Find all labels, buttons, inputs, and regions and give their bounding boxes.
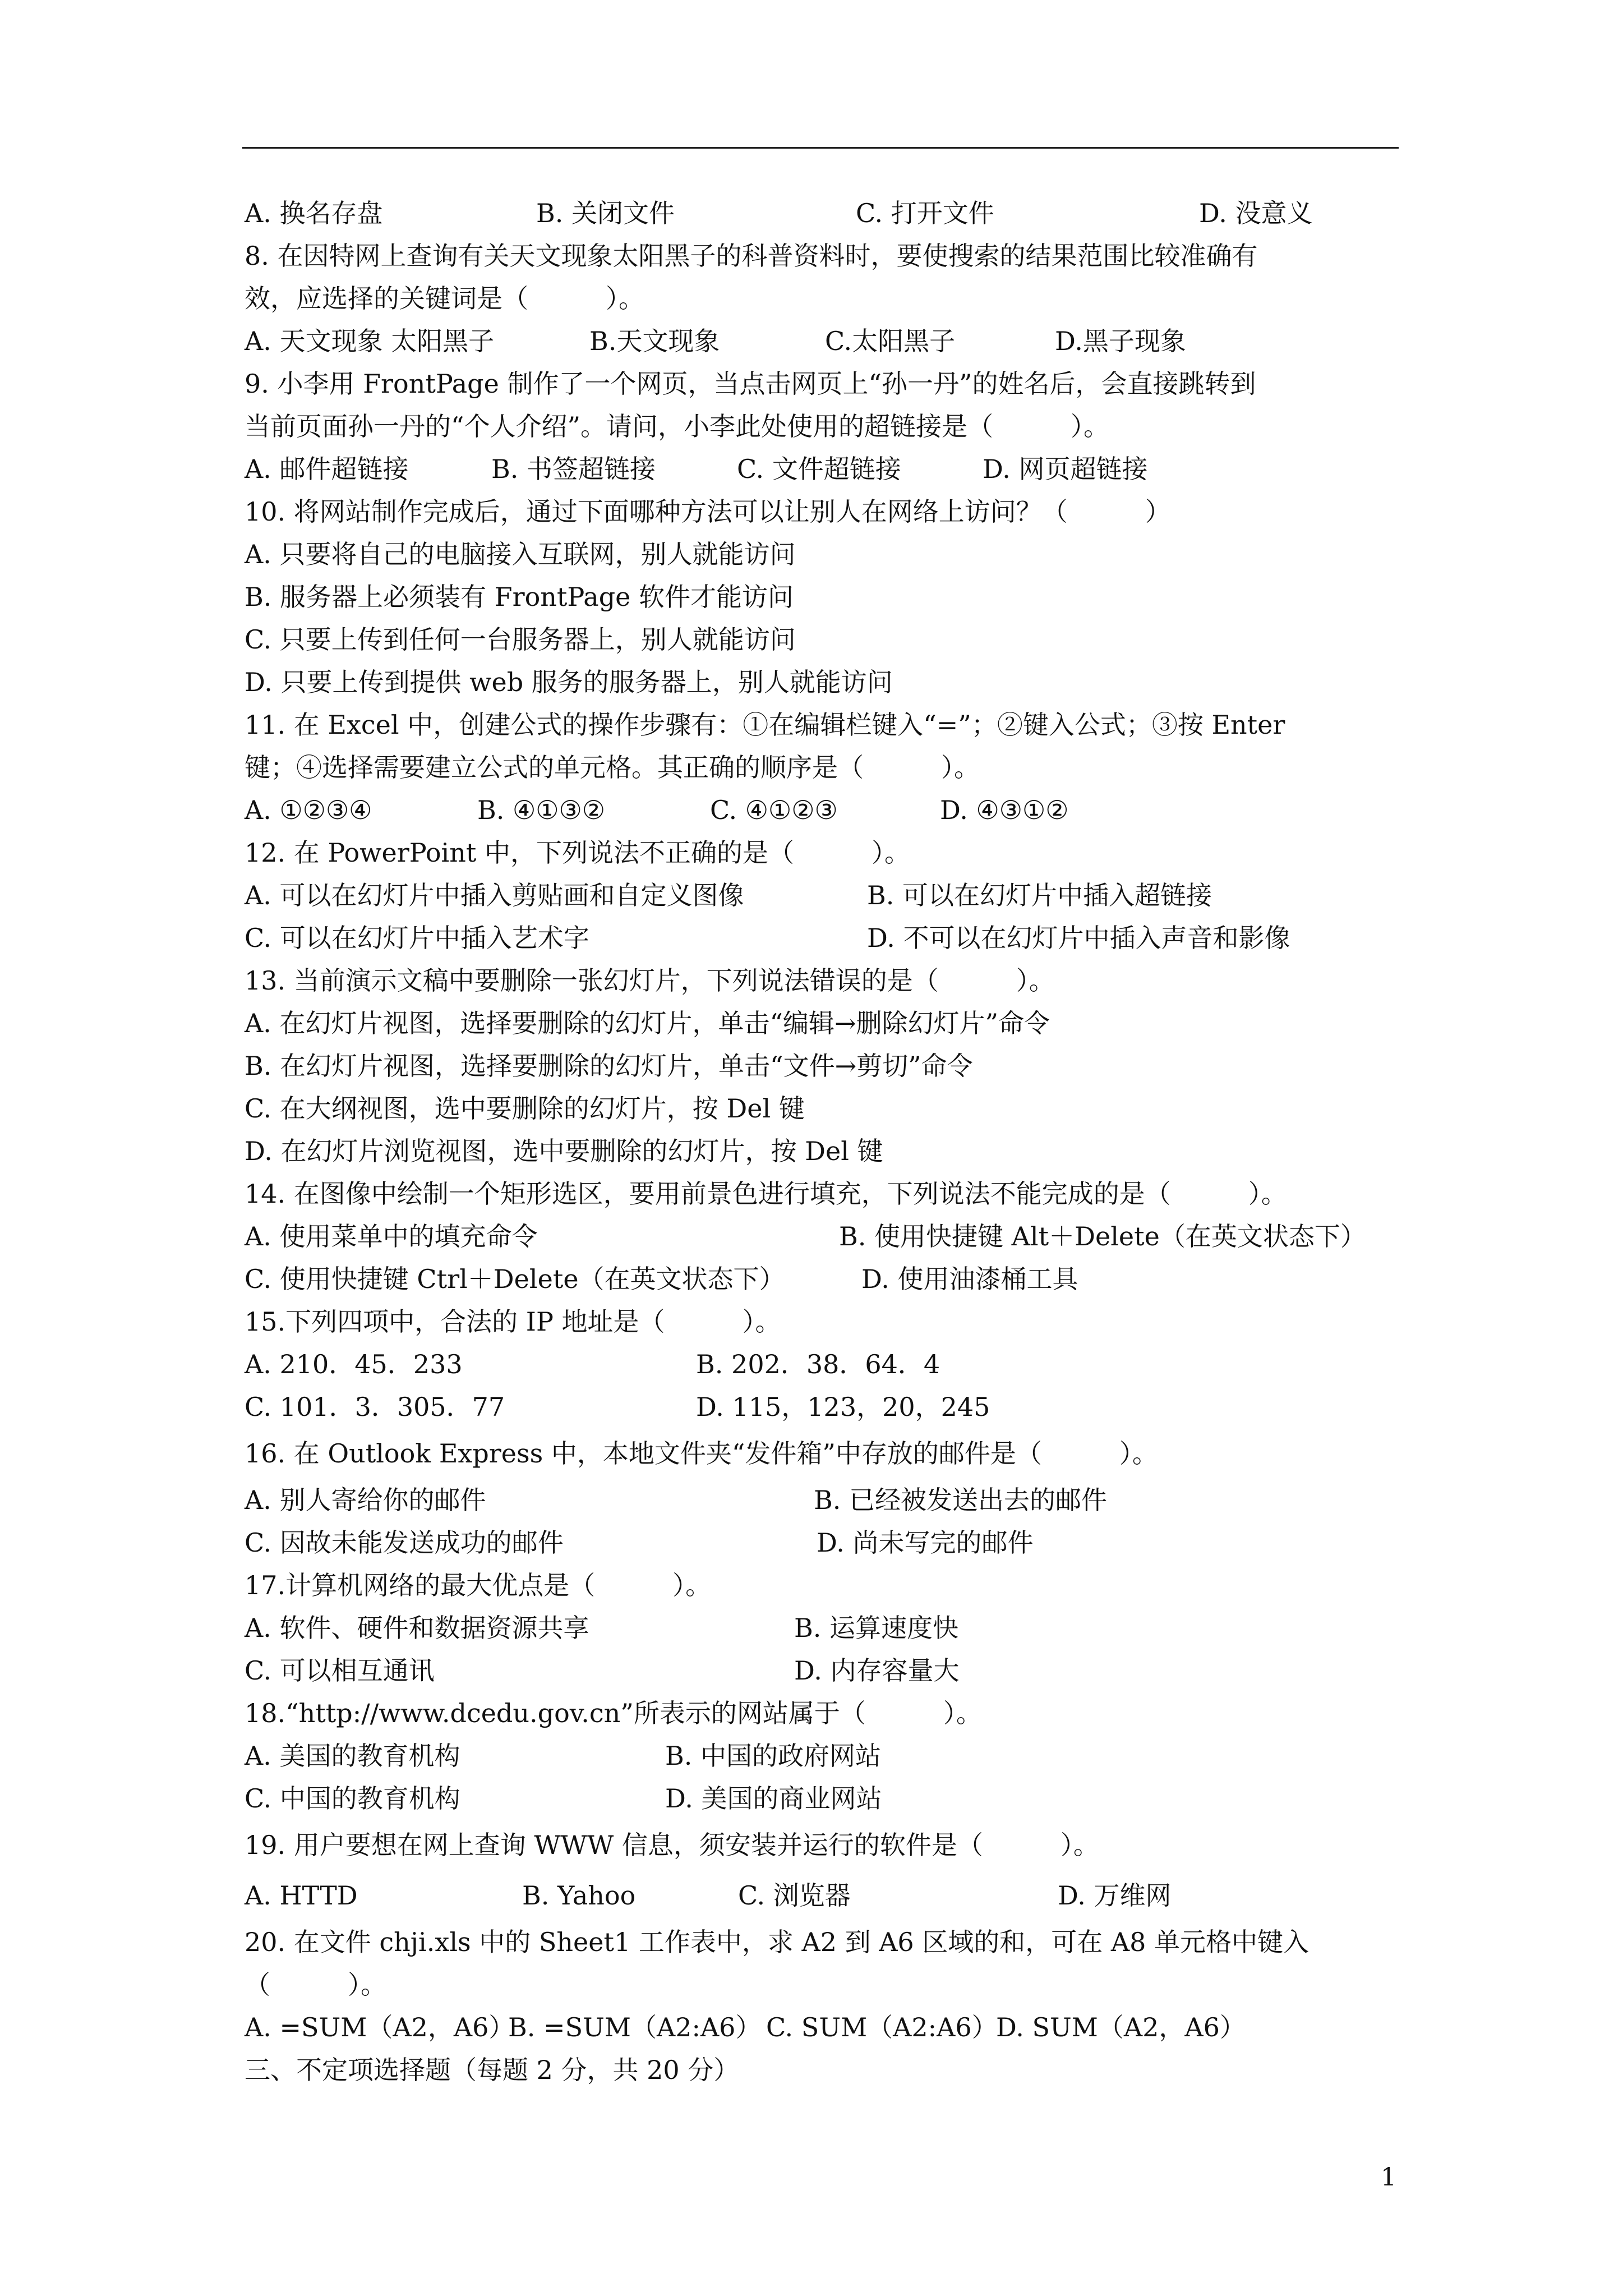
- q9-stem-line-1: 9. 小李用 FrontPage 制作了一个网页，当点击网页上“孙一丹”的姓名后，会直接跳转到: [245, 369, 1256, 399]
- q11-stem-line-1: 11. 在 Excel 中，创建公式的操作步骤有：①在编辑栏键入“=”；②键入公式；③按 Enter: [245, 710, 1285, 740]
- q14-options-row-1: [245, 1215, 1428, 1258]
- q12-options-row-2: [245, 917, 1428, 959]
- q7-option-b: B. 关闭文件: [536, 198, 675, 228]
- q17-options-row-2: [245, 1649, 1428, 1692]
- q18-option-b: B. 中国的政府网站: [665, 1741, 882, 1771]
- q14-option-d: D. 使用油漆桶工具: [861, 1264, 1078, 1294]
- q9-options: [245, 448, 1428, 490]
- q15-option-d: D. 115，123，20，245: [696, 1392, 990, 1422]
- q7-option-a: A. 换名存盘: [245, 198, 383, 228]
- q8-option-d: D.黑子现象: [1055, 326, 1186, 356]
- q10-stem: 10. 将网站制作完成后，通过下面哪种方法可以让别人在网络上访问？（ ）: [245, 496, 1171, 527]
- q9-option-c: C. 文件超链接: [737, 454, 901, 484]
- q10-option-c: C. 只要上传到任何一台服务器上，别人就能访问: [245, 624, 796, 655]
- q9-option-b: B. 书签超链接: [491, 454, 656, 484]
- q12-option-c: C. 可以在幻灯片中插入艺术字: [245, 923, 589, 953]
- q16-stem: 16. 在 Outlook Express 中，本地文件夹“发件箱”中存放的邮件是（ ）。: [245, 1438, 1158, 1469]
- q20-option-b: B. =SUM（A2:A6）: [508, 2012, 762, 2042]
- q9-option-a: A. 邮件超链接: [245, 454, 409, 484]
- q20-stem-line-1: 20. 在文件 chji.xls 中的 Sheet1 工作表中，求 A2 到 A6 区域的和，可在 A8 单元格中键入: [245, 1927, 1310, 1957]
- q15-option-c: C. 101．3．305．77: [245, 1392, 505, 1422]
- q16-option-c: C. 因故未能发送成功的邮件: [245, 1527, 564, 1558]
- q14-option-c: C. 使用快捷键 Ctrl＋Delete（在英文状态下）: [245, 1264, 785, 1294]
- q12-stem: 12. 在 PowerPoint 中，下列说法不正确的是（ ）。: [245, 838, 910, 868]
- q7-option-d: D. 没意义: [1199, 198, 1313, 228]
- q14-option-a: A. 使用菜单中的填充命令: [245, 1221, 538, 1251]
- section-3-title: 三、不定项选择题（每题 2 分，共 20 分）: [245, 2055, 740, 2085]
- q20-options: [245, 2006, 1428, 2049]
- q7-option-c: C. 打开文件: [856, 198, 994, 228]
- q11-stem-line-2: 键；④选择需要建立公式的单元格。其正确的顺序是（ ）。: [245, 752, 980, 783]
- q19-stem: 19. 用户要想在网上查询 WWW 信息，须安装并运行的软件是（ ）。: [245, 1830, 1099, 1860]
- q13-option-d: D. 在幻灯片浏览视图，选中要删除的幻灯片，按 Del 键: [245, 1136, 883, 1166]
- q8-stem-line-1: 8. 在因特网上查询有关天文现象太阳黑子的科普资料时，要使搜索的结果范围比较准确有: [245, 241, 1258, 271]
- q12-options-row-1: [245, 874, 1428, 917]
- q18-option-c: C. 中国的教育机构: [245, 1783, 460, 1814]
- q8-stem-line-2: 效，应选择的关键词是（ ）。: [245, 283, 644, 314]
- q8-option-b: B.天文现象: [589, 326, 720, 356]
- exam-content: [245, 192, 1428, 2091]
- q15-option-a: A. 210．45．233: [245, 1349, 463, 1379]
- q16-options-row-2: [245, 1521, 1428, 1564]
- q10-option-b: B. 服务器上必须装有 FrontPage 软件才能访问: [245, 582, 794, 612]
- q19-option-b: B. Yahoo: [522, 1880, 636, 1911]
- q13-option-c: C. 在大纲视图，选中要删除的幻灯片，按 Del 键: [245, 1093, 805, 1124]
- q15-options-row-1: [245, 1343, 1428, 1386]
- q16-option-b: B. 已经被发送出去的邮件: [814, 1485, 1108, 1515]
- q18-options-row-1: [245, 1734, 1428, 1777]
- q11-option-c: C. ④①②③: [710, 795, 838, 825]
- q20-option-a: A. =SUM（A2，A6）: [245, 2012, 515, 2042]
- q15-options-row-2: [245, 1386, 1428, 1428]
- q12-option-b: B. 可以在幻灯片中插入超链接: [867, 880, 1212, 910]
- q8-option-a: A. 天文现象 太阳黑子: [245, 326, 495, 356]
- q16-option-d: D. 尚未写完的邮件: [817, 1527, 1034, 1558]
- q17-option-b: B. 运算速度快: [794, 1613, 959, 1643]
- q15-option-b: B. 202．38．64．4: [696, 1349, 940, 1379]
- q17-option-a: A. 软件、硬件和数据资源共享: [245, 1613, 589, 1643]
- q16-options-row-1: [245, 1479, 1428, 1521]
- q18-option-a: A. 美国的教育机构: [245, 1741, 460, 1771]
- q19-options: [245, 1870, 1428, 1921]
- q14-option-b: B. 使用快捷键 Alt＋Delete（在英文状态下）: [839, 1221, 1366, 1251]
- q12-option-d: D. 不可以在幻灯片中插入声音和影像: [867, 923, 1290, 953]
- q14-stem: 14. 在图像中绘制一个矩形选区，要用前景色进行填充，下列说法不能完成的是（ ）。: [245, 1179, 1287, 1209]
- q7-options: [245, 192, 1428, 234]
- q10-option-d: D. 只要上传到提供 web 服务的服务器上，别人就能访问: [245, 667, 893, 697]
- q17-stem: 17.计算机网络的最大优点是（ ）。: [245, 1570, 712, 1600]
- q17-option-c: C. 可以相互通讯: [245, 1655, 435, 1686]
- q16-option-a: A. 别人寄给你的邮件: [245, 1485, 486, 1515]
- q12-option-a: A. 可以在幻灯片中插入剪贴画和自定义图像: [245, 880, 744, 910]
- q10-option-a: A. 只要将自己的电脑接入互联网，别人就能访问: [245, 539, 796, 569]
- q18-option-d: D. 美国的商业网站: [665, 1783, 882, 1814]
- q13-stem: 13. 当前演示文稿中要删除一张幻灯片，下列说法错误的是（ ）。: [245, 965, 1055, 996]
- q18-stem: 18.“http://www.dcedu.gov.cn”所表示的网站属于（ ）。: [245, 1698, 982, 1728]
- q13-option-b: B. 在幻灯片视图，选择要删除的幻灯片，单击“文件→剪切”命令: [245, 1051, 973, 1081]
- q11-option-b: B. ④①③②: [477, 795, 606, 825]
- q20-stem-line-2: （ ）。: [245, 1970, 386, 2000]
- q20-option-c: C. SUM（A2:A6）: [766, 2012, 998, 2042]
- q8-option-c: C.太阳黑子: [825, 326, 956, 356]
- q8-options: [245, 320, 1428, 362]
- q19-option-c: C. 浏览器: [738, 1880, 851, 1911]
- q9-stem-line-2: 当前页面孙一丹的“个人介绍”。请问，小李此处使用的超链接是（ ）。: [245, 411, 1110, 441]
- q15-stem: 15.下列四项中，合法的 IP 地址是（ ）。: [245, 1306, 781, 1337]
- q11-option-d: D. ④③①②: [940, 795, 1069, 825]
- header-rule: [242, 147, 1399, 149]
- q11-option-a: A. ①②③④: [245, 795, 372, 825]
- page-number: 1: [1381, 2163, 1396, 2192]
- q17-options-row-1: [245, 1607, 1428, 1649]
- q20-option-d: D. SUM（A2，A6）: [996, 2012, 1246, 2042]
- q13-option-a: A. 在幻灯片视图，选择要删除的幻灯片，单击“编辑→删除幻灯片”命令: [245, 1008, 1050, 1038]
- q14-options-row-2: [245, 1258, 1428, 1300]
- q9-option-d: D. 网页超链接: [983, 454, 1148, 484]
- q18-options-row-2: [245, 1777, 1428, 1820]
- q11-options: [245, 789, 1428, 831]
- q17-option-d: D. 内存容量大: [794, 1655, 960, 1686]
- q19-option-d: D. 万维网: [1058, 1880, 1172, 1911]
- q19-option-a: A. HTTD: [245, 1880, 358, 1911]
